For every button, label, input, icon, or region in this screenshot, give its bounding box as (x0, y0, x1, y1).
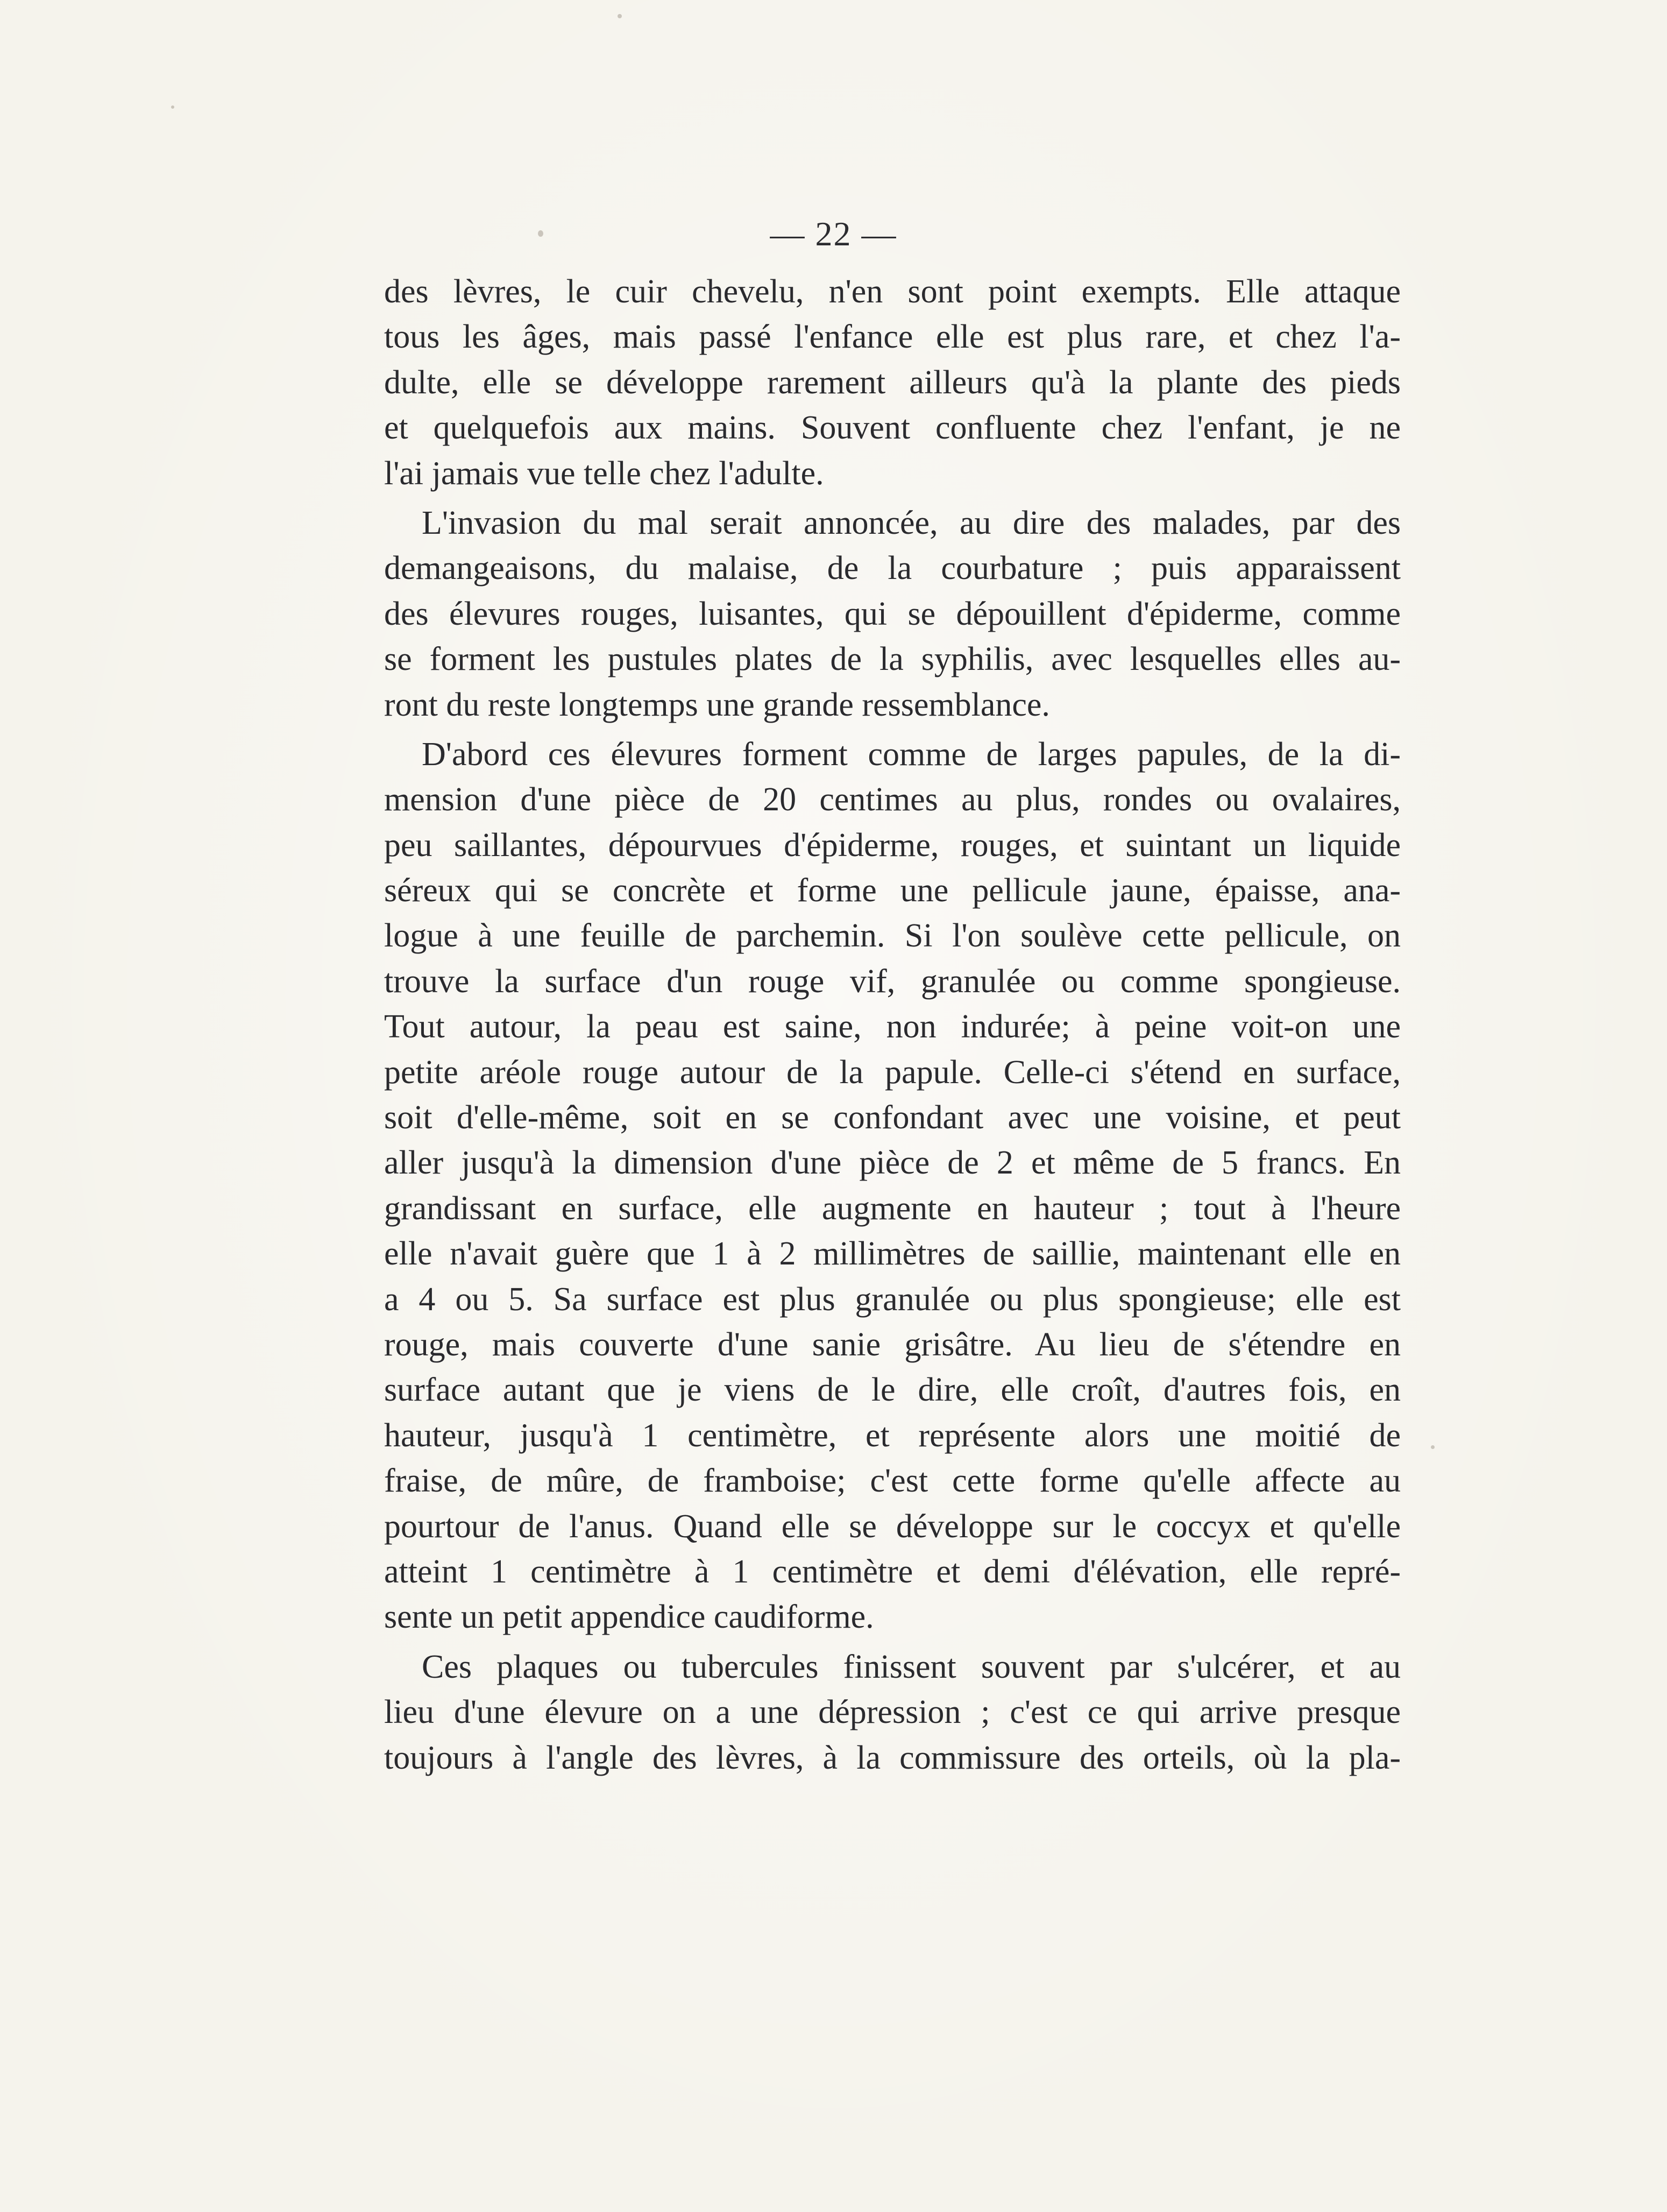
text-line: surface autant que je viens de le dire, elle croît, d'autres fois, en (384, 1372, 1401, 1409)
text-line: aller jusqu'à la dimension d'une pièce de 2 et même de 5 francs. En (384, 1144, 1401, 1182)
text-line: se forment les pustules plates de la syphilis, avec lesquelles elles au- (384, 641, 1401, 678)
text-line: atteint 1 centimètre à 1 centimètre et demi d'élévation, elle repré- (384, 1553, 1401, 1590)
text-line: L'invasion du mal serait annoncée, au dire des malades, par des (422, 504, 1401, 541)
text-line: séreux qui se concrète et forme une pellicule jaune, épaisse, ana- (384, 872, 1401, 909)
text-line: hauteur, jusqu'à 1 centimètre, et représente alors une moitié de (384, 1417, 1401, 1454)
text-line: demangeaisons, du malaise, de la courbature ; puis apparaissent (384, 550, 1401, 587)
text-line: D'abord ces élevures forment comme de larges papules, de la di- (422, 736, 1401, 773)
text-line: dulte, elle se développe rarement ailleurs qu'à la plante des pieds (384, 364, 1401, 401)
text-line: ront du reste longtemps une grande ressemblance. (384, 686, 1050, 723)
paragraph-spacer (384, 1640, 1401, 1644)
paragraph (384, 269, 1401, 496)
body-text (384, 269, 1401, 1780)
paragraph-spacer (384, 496, 1401, 500)
text-line: l'ai jamais vue telle chez l'adulte. (384, 455, 824, 492)
text-line: trouve la surface d'un rouge vif, granulée ou comme spongieuse. (384, 963, 1401, 1000)
text-line: des lèvres, le cuir chevelu, n'en sont point exempts. Elle attaque (384, 273, 1401, 310)
text-line: Ces plaques ou tubercules finissent souvent par s'ulcérer, et au (422, 1648, 1401, 1685)
paragraph (384, 732, 1401, 1640)
text-line: fraise, de mûre, de framboise; c'est cette forme qu'elle affecte au (384, 1462, 1401, 1500)
text-line: rouge, mais couverte d'une sanie grisâtre. Au lieu de s'étendre en (384, 1326, 1401, 1363)
text-line: Tout autour, la peau est saine, non indurée; à peine voit-on une (384, 1008, 1401, 1045)
text-line: petite aréole rouge autour de la papule. Celle-ci s'étend en surface, (384, 1054, 1401, 1091)
text-line: mension d'une pièce de 20 centimes au plus, rondes ou ovalaires, (384, 781, 1401, 818)
text-line: grandissant en surface, elle augmente en hauteur ; tout à l'heure (384, 1190, 1401, 1227)
text-line: pourtour de l'anus. Quand elle se développe sur le coccyx et qu'elle (384, 1508, 1401, 1545)
text-line: elle n'avait guère que 1 à 2 millimètres de saillie, maintenant elle en (384, 1235, 1401, 1273)
text-line: des élevures rouges, luisantes, qui se dépouillent d'épiderme, comme (384, 595, 1401, 632)
paper-speck (618, 14, 622, 18)
text-line: soit d'elle-même, soit en se confondant avec une voisine, et peut (384, 1099, 1401, 1136)
paper-speck (171, 105, 174, 109)
text-line: tous les âges, mais passé l'enfance elle est plus rare, et chez l'a- (384, 319, 1401, 356)
paragraph (384, 1644, 1401, 1780)
paragraph-spacer (384, 727, 1401, 732)
text-line: lieu d'une élevure on a une dépression ; c'est ce qui arrive presque (384, 1694, 1401, 1731)
text-line: a 4 ou 5. Sa surface est plus granulée ou plus spongieuse; elle est (384, 1281, 1401, 1318)
text-line: peu saillantes, dépourvues d'épiderme, rouges, et suintant un liquide (384, 826, 1401, 864)
text-line: sente un petit appendice caudiforme. (384, 1599, 874, 1636)
text-line: logue à une feuille de parchemin. Si l'on soulève cette pellicule, on (384, 917, 1401, 955)
text-line: et quelquefois aux mains. Souvent confluente chez l'enfant, je ne (384, 409, 1401, 447)
paragraph (384, 500, 1401, 727)
page-number: — 22 — (770, 215, 897, 253)
paper-speck (1431, 1445, 1435, 1449)
text-line: toujours à l'angle des lèvres, à la commissure des orteils, où la pla- (384, 1739, 1401, 1776)
